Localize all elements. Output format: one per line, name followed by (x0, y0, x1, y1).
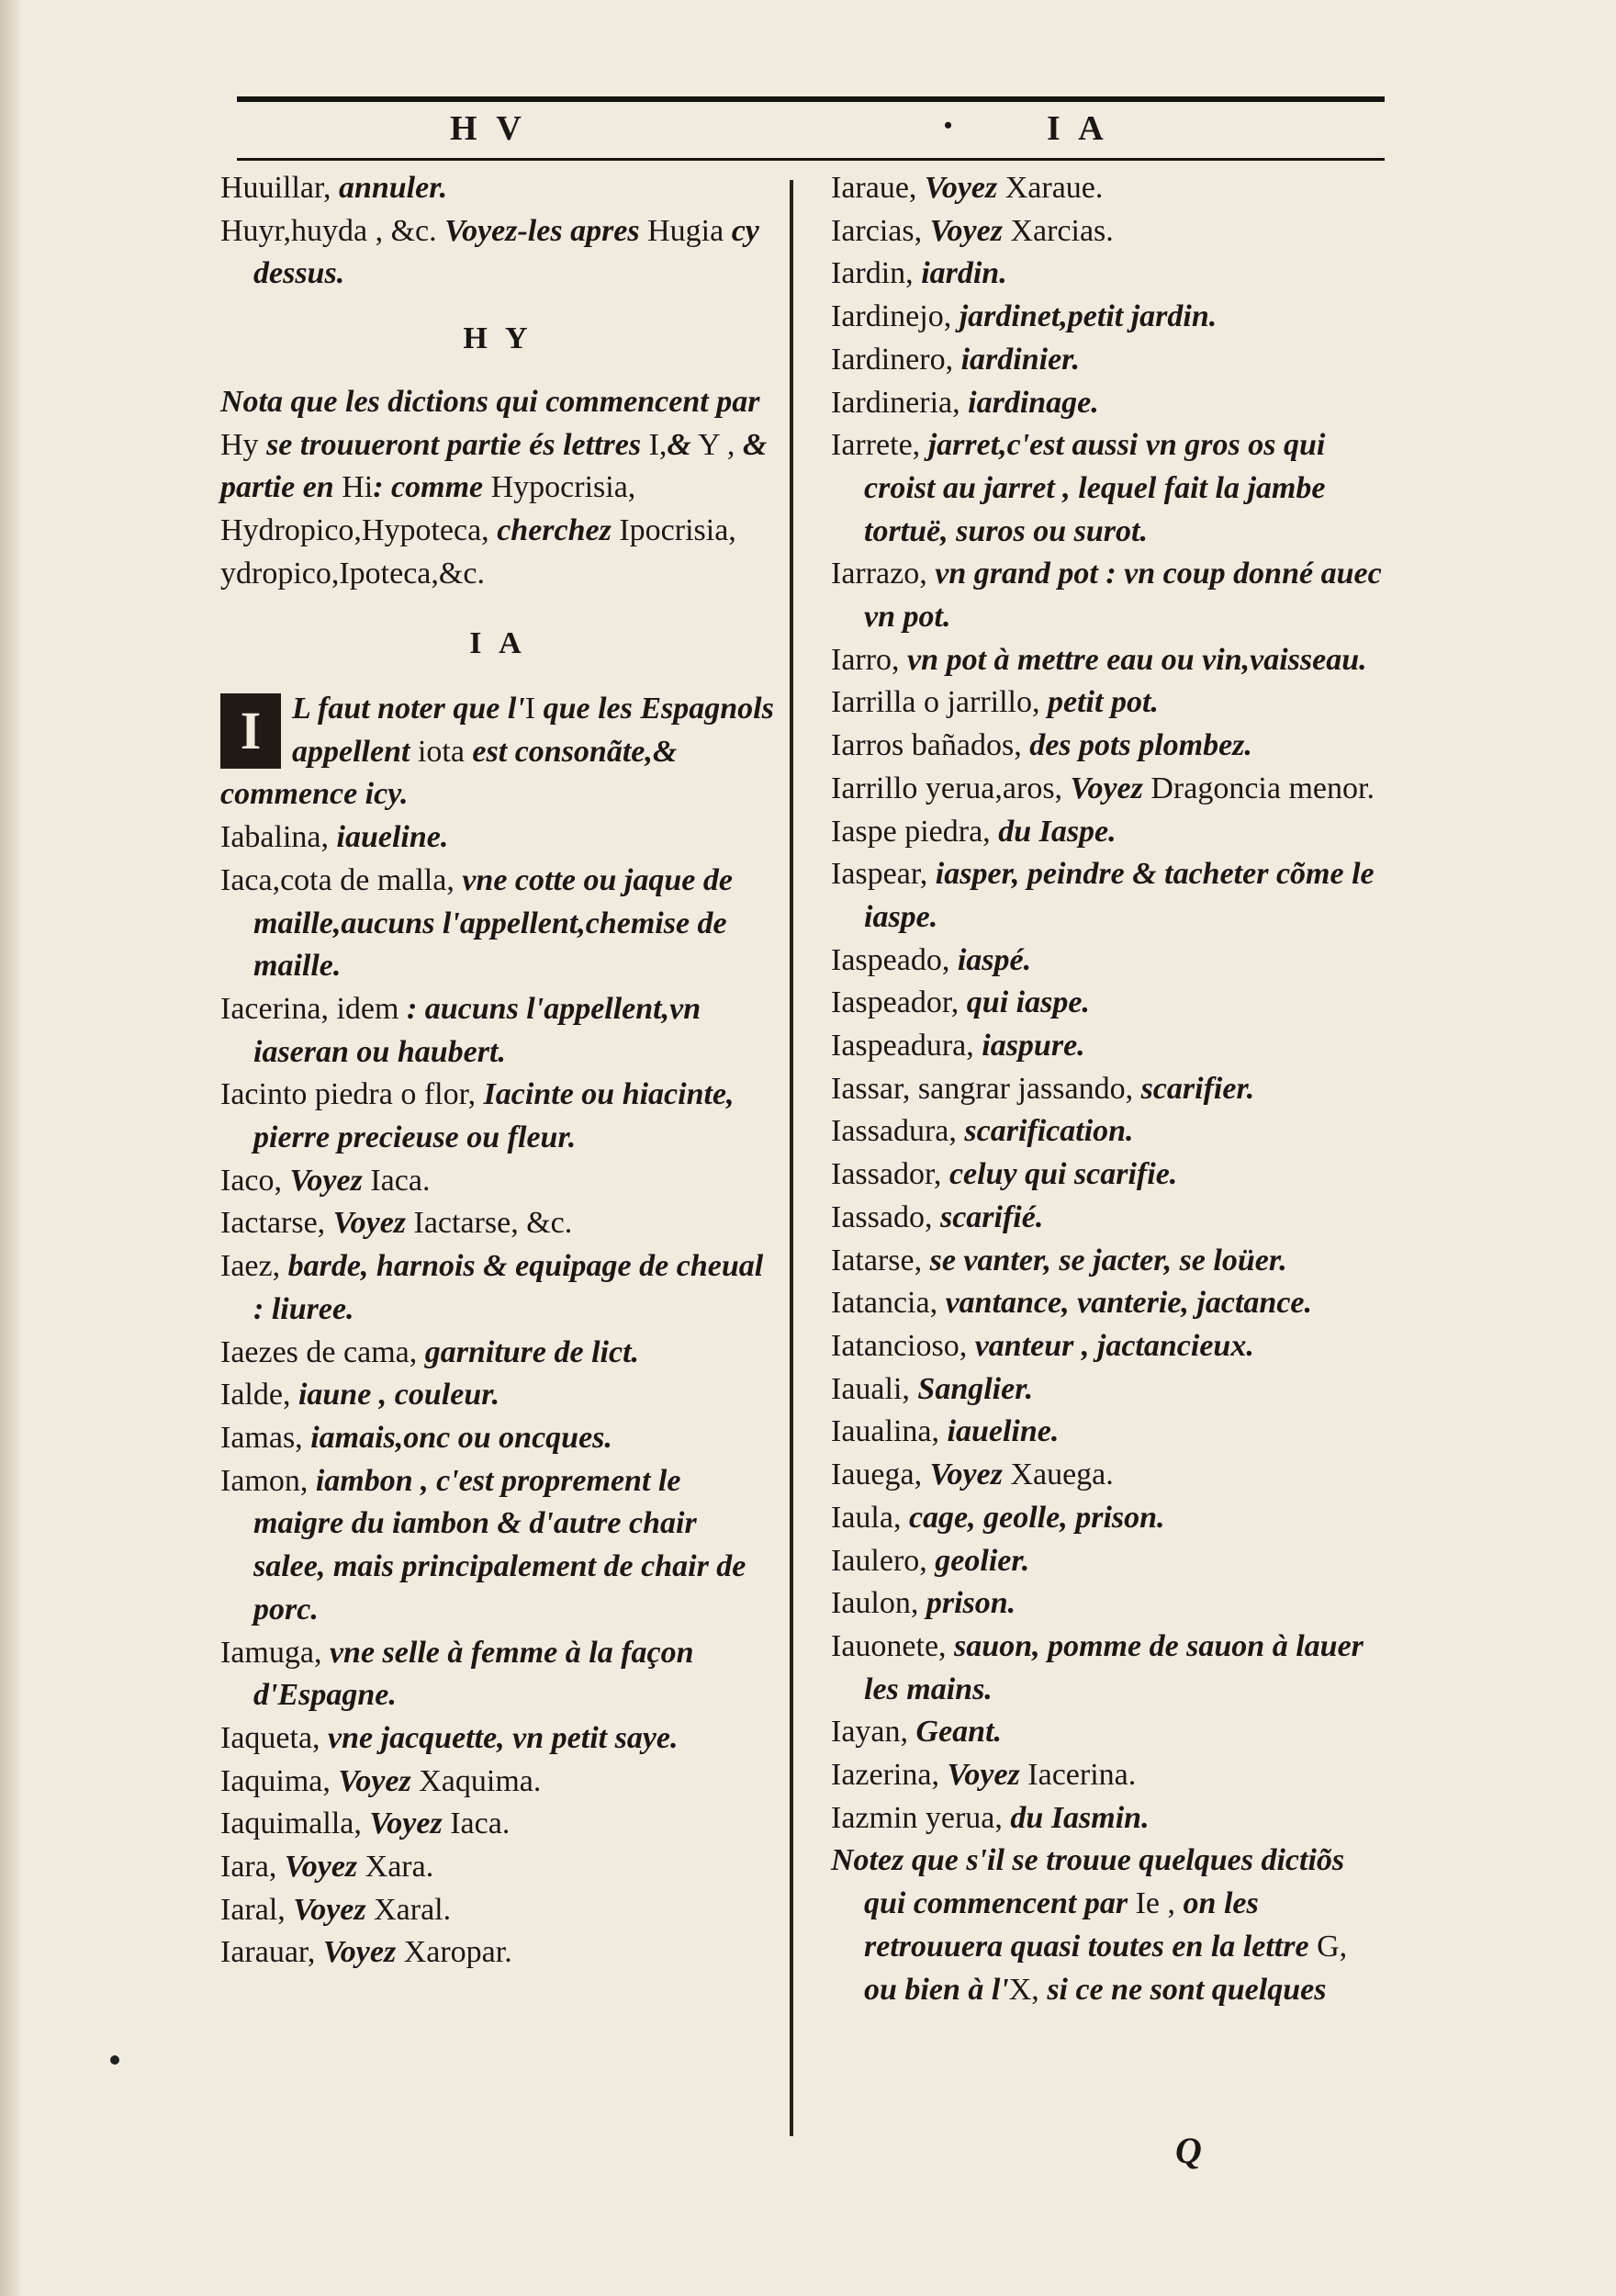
dictionary-entry: Iarrilla o jarrillo, petit pot. (831, 685, 1159, 720)
page-spine (0, 0, 20, 2296)
dictionary-entry: Iaspeado, iaspé. (831, 942, 1032, 977)
dictionary-entry: Iaula, cage, geolle, prison. (831, 1500, 1165, 1535)
dictionary-entry: Iaco, Voyez Iaca. (220, 1163, 431, 1198)
dictionary-entry: Iaulon, prison. (831, 1586, 1016, 1621)
dictionary-entry: Iardin, iardin. (831, 256, 1007, 291)
dictionary-entry: Iatancia, vantance, vanterie, jactance. (831, 1286, 1312, 1321)
dictionary-entry: Iatancioso, vanteur , jactancieux. (831, 1328, 1254, 1363)
dictionary-entry: Iauonete, sauon, pomme de sauon à lauer les mains. (831, 1628, 1364, 1706)
dictionary-entry: Iacerina, idem : aucuns l'appellent,vn iaseran ou haubert. (220, 991, 701, 1069)
closing-note: Notez que s'il se trouue quelques dictiõs qui commencent par Ie , on les retrouuera quasi toutes en la lettre G, ou bien à l'X, si ce ne sont quelques (831, 1843, 1348, 2007)
dictionary-entry: Iaulero, geolier. (831, 1543, 1030, 1578)
dictionary-entry: Iauali, Sanglier. (831, 1371, 1034, 1406)
dictionary-entry: Iaezes de cama, garniture de lict. (220, 1334, 640, 1369)
dictionary-entry: Iassador, celuy qui scarifie. (831, 1157, 1178, 1192)
column-rule (790, 180, 793, 2136)
dictionary-entry: Iaquimalla, Voyez Iaca. (220, 1806, 511, 1841)
dictionary-entry: Iaqueta, vne jacquette, vn petit saye. (220, 1720, 679, 1755)
dictionary-entry: Iaquima, Voyez Xaquima. (220, 1763, 542, 1798)
dictionary-entry: Huuillar, annuler. (220, 171, 448, 205)
dictionary-entry: Iarros bañados, des pots plombez. (831, 728, 1252, 763)
section-heading-hy: H Y (463, 321, 533, 356)
top-rule (237, 96, 1385, 102)
dictionary-entry: Iaualina, iaueline. (831, 1414, 1060, 1449)
dictionary-entry: Iamon, iambon , c'est proprement le maigre du iambon & d'autre chair salee, mais principalement de chair de porc. (220, 1463, 746, 1626)
dictionary-entry: Iaez, barde, harnois & equipage de cheual : liuree. (220, 1249, 764, 1326)
nota-hy: Nota que les dictions qui commencent par Hy se trouueront partie és lettres I,& Y , & partie en Hi: comme Hypocrisia, Hydropico,Hypoteca, cherchez Ipocrisia, ydropico,Ipoteca,&c. (220, 384, 768, 591)
dictionary-entry: Iassado, scarifié. (831, 1199, 1044, 1234)
catchword: Q (1175, 2130, 1202, 2171)
dictionary-entry: Iardineria, iardinage. (831, 385, 1099, 420)
dictionary-entry: Iauega, Voyez Xauega. (831, 1458, 1114, 1492)
dictionary-entry: Iarrazo, vn grand pot : vn coup donné auec vn pot. (831, 557, 1382, 635)
dictionary-entry: Iazmin yerua, du Iasmin. (831, 1800, 1150, 1835)
head-rule (237, 158, 1385, 161)
dictionary-entry: Iassar, sangrar jassando, scarifier. (831, 1071, 1255, 1106)
running-head-mark: • (944, 112, 959, 139)
dictionary-entry: Ialde, iaune , couleur. (220, 1378, 500, 1412)
dictionary-entry: Iazerina, Voyez Iacerina. (831, 1758, 1137, 1793)
dictionary-entry: Huyr,huyda , &c. Voyez-les apres Hugia cy dessus. (220, 213, 759, 291)
running-head-right: I A (1047, 109, 1109, 148)
dictionary-entry: Iarrete, jarret,c'est aussi vn gros os qui croist au jarret , lequel fait la jambe tortuë, suros ou surot. (831, 428, 1326, 548)
dictionary-entry: Iaral, Voyez Xaral. (220, 1892, 452, 1927)
left-column (220, 167, 776, 1975)
right-column (831, 167, 1382, 2011)
dictionary-entry: Iaspeadura, iaspure. (831, 1029, 1085, 1064)
running-head-left: H V (450, 109, 527, 148)
ink-dot (110, 2055, 119, 2065)
dictionary-entry: Iardinejo, jardinet,petit jardin. (831, 299, 1218, 334)
dictionary-entry: Iamas, iamais,onc ou oncques. (220, 1420, 612, 1455)
dictionary-entry: Iara, Voyez Xara. (220, 1850, 434, 1885)
dictionary-entry: Iactarse, Voyez Iactarse, &c. (220, 1206, 573, 1241)
dictionary-entry: Iabalina, iaueline. (220, 820, 449, 855)
dictionary-entry: Iamuga, vne selle à femme à la façon d'Espagne. (220, 1635, 694, 1713)
intro-note: I L faut noter que l'I que les Espagnols appellent iota est consonãte,& commence icy. (220, 692, 774, 812)
dictionary-entry: Iaspear, iasper, peindre & tacheter cõme le iaspe. (831, 857, 1375, 934)
dictionary-entry: Iaspeador, qui iaspe. (831, 985, 1090, 1020)
dictionary-entry: Iarcias, Voyez Xarcias. (831, 213, 1114, 248)
dictionary-entry: Iaspe piedra, du Iaspe. (831, 814, 1117, 849)
dictionary-entry: Iatarse, se vanter, se jacter, se loüer. (831, 1243, 1287, 1277)
dictionary-entry: Iarauar, Voyez Xaropar. (220, 1935, 512, 1970)
dictionary-entry: Iarrillo yerua,aros, Voyez Dragoncia menor. (831, 771, 1375, 805)
dictionary-entry: Iayan, Geant. (831, 1715, 1003, 1750)
dictionary-entry: Iaraue, Voyez Xaraue. (831, 171, 1104, 205)
dictionary-entry: Iardinero, iardinier. (831, 342, 1081, 377)
dictionary-entry: Iaca,cota de malla, vne cotte ou jaque de maille,aucuns l'appellent,chemise de maille. (220, 862, 733, 984)
dictionary-entry: Iacinto piedra o flor, Iacinte ou hiacinte, pierre precieuse ou fleur. (220, 1077, 735, 1155)
section-heading-ia: I A (469, 626, 527, 661)
decorated-initial: I (220, 693, 281, 769)
dictionary-entry: Iassadura, scarification. (831, 1114, 1134, 1149)
dictionary-entry: Iarro, vn pot à mettre eau ou vin,vaisseau. (831, 642, 1367, 677)
